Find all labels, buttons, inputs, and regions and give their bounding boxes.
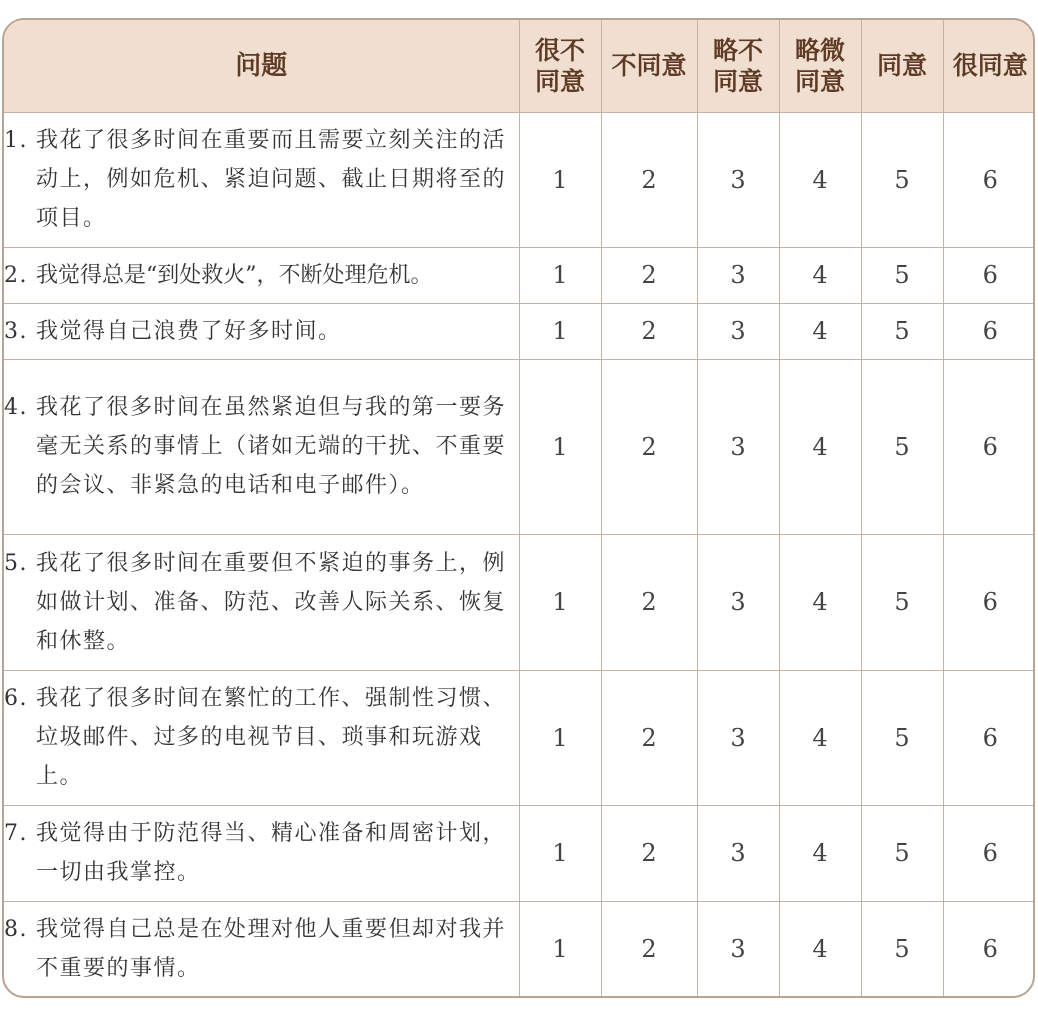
question-number: 5. <box>4 550 28 576</box>
question-number: 6. <box>4 686 28 711</box>
score-2[interactable]: 2 <box>601 359 697 534</box>
question-text: 我觉得总是“到处救火”，不断处理危机。 <box>36 262 433 288</box>
score-1[interactable]: 1 <box>519 303 601 359</box>
header-question: 问题 <box>4 20 519 112</box>
score-1[interactable]: 1 <box>519 805 601 901</box>
table-row <box>4 112 1035 247</box>
score-2[interactable]: 2 <box>601 670 697 805</box>
question-text: 我觉得由于防范得当、精心准备和周密计划，一切由我掌控。 <box>36 821 507 885</box>
score-3[interactable]: 3 <box>697 901 779 997</box>
score-6[interactable]: 6 <box>943 534 1035 670</box>
score-4[interactable]: 4 <box>779 359 861 534</box>
score-5[interactable]: 5 <box>861 534 943 670</box>
score-4[interactable]: 4 <box>779 247 861 303</box>
score-4[interactable]: 4 <box>779 805 861 901</box>
score-6[interactable]: 6 <box>943 805 1035 901</box>
score-5[interactable]: 5 <box>861 112 943 247</box>
score-6[interactable]: 6 <box>943 303 1035 359</box>
table-row <box>4 805 1035 901</box>
score-2[interactable]: 2 <box>601 247 697 303</box>
header-slightly-agree: 略微 同意 <box>779 20 861 112</box>
table-row <box>4 670 1035 805</box>
score-2[interactable]: 2 <box>601 901 697 997</box>
score-6[interactable]: 6 <box>943 901 1035 997</box>
score-2[interactable]: 2 <box>601 534 697 670</box>
score-1[interactable]: 1 <box>519 534 601 670</box>
question-text: 我觉得自己浪费了好多时间。 <box>36 318 342 344</box>
score-6[interactable]: 6 <box>943 112 1035 247</box>
score-6[interactable]: 6 <box>943 670 1035 805</box>
question-number: 7. <box>4 821 28 846</box>
score-6[interactable]: 6 <box>943 247 1035 303</box>
table-row <box>4 303 1035 359</box>
question-number: 8. <box>4 917 28 943</box>
score-5[interactable]: 5 <box>861 359 943 534</box>
score-4[interactable]: 4 <box>779 112 861 247</box>
score-3[interactable]: 3 <box>697 247 779 303</box>
score-2[interactable]: 2 <box>601 112 697 247</box>
question-text: 我花了很多时间在重要但不紧迫的事务上，例如做计划、准备、防范、改善人际关系、恢复和休整。 <box>36 550 507 654</box>
score-5[interactable]: 5 <box>861 303 943 359</box>
header-agree: 同意 <box>861 20 943 112</box>
survey-table-frame <box>2 18 1035 998</box>
question-number: 4. <box>4 395 28 420</box>
header-row <box>4 20 1035 112</box>
score-3[interactable]: 3 <box>697 670 779 805</box>
survey-table <box>4 20 1035 997</box>
header-disagree: 不同意 <box>601 20 697 112</box>
score-1[interactable]: 1 <box>519 112 601 247</box>
question-cell <box>4 303 519 359</box>
score-1[interactable]: 1 <box>519 359 601 534</box>
score-1[interactable]: 1 <box>519 901 601 997</box>
header-slightly-disagree: 略不 同意 <box>697 20 779 112</box>
score-3[interactable]: 3 <box>697 805 779 901</box>
score-1[interactable]: 1 <box>519 247 601 303</box>
table-row <box>4 247 1035 303</box>
score-1[interactable]: 1 <box>519 670 601 805</box>
header-strongly-agree: 很同意 <box>943 20 1035 112</box>
header-strongly-disagree: 很不 同意 <box>519 20 601 112</box>
question-number: 2. <box>4 262 28 288</box>
score-5[interactable]: 5 <box>861 901 943 997</box>
score-2[interactable]: 2 <box>601 303 697 359</box>
score-5[interactable]: 5 <box>861 670 943 805</box>
question-number: 3. <box>4 318 28 344</box>
question-text: 我花了很多时间在虽然紧迫但与我的第一要务毫无关系的事情上（诸如无端的干扰、不重要的会议、非紧急的电话和电子邮件）。 <box>36 395 507 498</box>
question-cell <box>4 359 519 534</box>
question-number: 1. <box>4 128 28 153</box>
question-text: 我花了很多时间在繁忙的工作、强制性习惯、垃圾邮件、过多的电视节目、琐事和玩游戏上。 <box>36 686 507 789</box>
score-2[interactable]: 2 <box>601 805 697 901</box>
score-4[interactable]: 4 <box>779 303 861 359</box>
score-3[interactable]: 3 <box>697 359 779 534</box>
score-3[interactable]: 3 <box>697 112 779 247</box>
score-4[interactable]: 4 <box>779 901 861 997</box>
table-row <box>4 901 1035 997</box>
question-cell <box>4 534 519 670</box>
question-cell <box>4 247 519 303</box>
question-text: 我花了很多时间在重要而且需要立刻关注的活动上，例如危机、紧迫问题、截止日期将至的项目。 <box>36 128 507 231</box>
score-4[interactable]: 4 <box>779 670 861 805</box>
score-5[interactable]: 5 <box>861 805 943 901</box>
question-cell <box>4 901 519 997</box>
table-row <box>4 534 1035 670</box>
score-6[interactable]: 6 <box>943 359 1035 534</box>
score-3[interactable]: 3 <box>697 534 779 670</box>
question-cell <box>4 670 519 805</box>
table-row <box>4 359 1035 534</box>
score-3[interactable]: 3 <box>697 303 779 359</box>
score-5[interactable]: 5 <box>861 247 943 303</box>
score-4[interactable]: 4 <box>779 534 861 670</box>
question-cell <box>4 112 519 247</box>
question-text: 我觉得自己总是在处理对他人重要但却对我并不重要的事情。 <box>36 917 507 982</box>
question-cell <box>4 805 519 901</box>
